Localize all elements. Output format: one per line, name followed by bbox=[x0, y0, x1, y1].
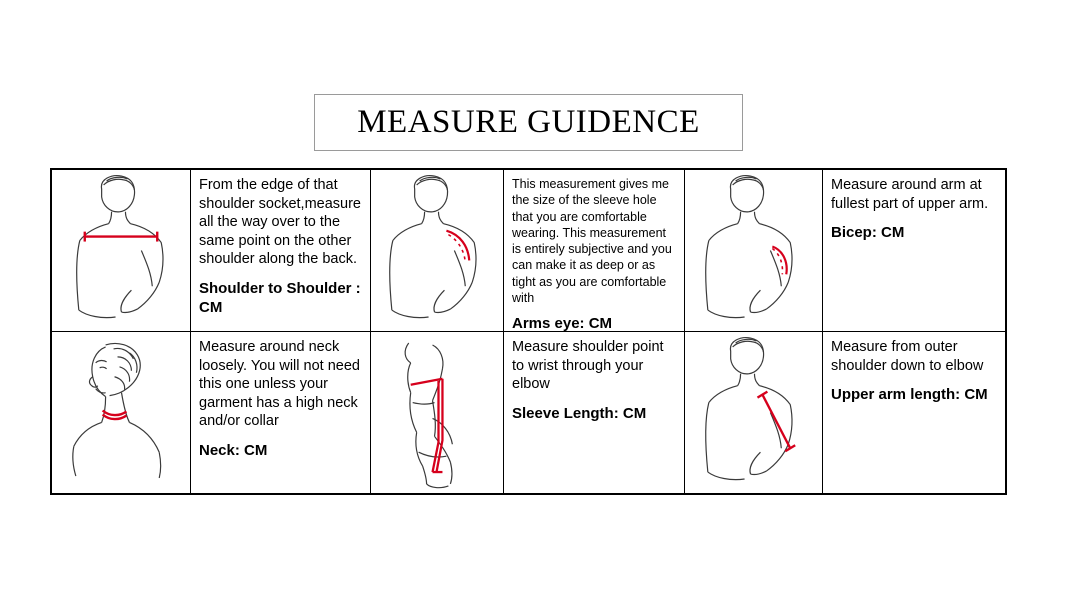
measurement-description: This measurement gives me the size of the sleeve hole that you are comfortable wearing. This measurement is entirely subjective and you can make it as deep or as tight as you are comfortable with bbox=[512, 177, 672, 305]
neck-figure bbox=[52, 332, 191, 493]
measurement-label: Shoulder to Shoulder : CM bbox=[199, 279, 361, 317]
neck-text bbox=[191, 332, 371, 493]
measurement-description: Measure around neck loosely. You will not need this one unless your garment has a high neck and/or collar bbox=[199, 339, 360, 430]
measurement-label: Upper arm length: CM bbox=[831, 386, 988, 404]
measurement-table bbox=[50, 168, 1007, 495]
measurement-description: Measure shoulder point to wrist through your elbow bbox=[512, 339, 664, 393]
upper-arm-length-figure bbox=[685, 332, 823, 493]
measure-guidance-sheet bbox=[46, 72, 1018, 500]
arms-eye-figure bbox=[371, 170, 504, 331]
arms-eye-illustration bbox=[371, 170, 503, 331]
upper-arm-length-illustration bbox=[685, 332, 822, 493]
bicep-text bbox=[823, 170, 1005, 331]
shoulder-to-shoulder-text bbox=[191, 170, 371, 331]
arms-eye-text bbox=[504, 170, 685, 331]
measurement-description: Measure from outer shoulder down to elbow bbox=[831, 339, 984, 374]
page-title: MEASURE GUIDENCE bbox=[357, 104, 700, 140]
bicep-illustration bbox=[685, 170, 822, 331]
measurement-description: Measure around arm at fullest part of upper arm. bbox=[831, 177, 989, 212]
measurement-label: Sleeve Length: CM bbox=[512, 404, 647, 422]
measurement-description: From the edge of that shoulder socket,measure all the way over to the same point on the other shoulder along the back. bbox=[199, 177, 361, 268]
sleeve-length-illustration bbox=[371, 332, 503, 493]
table-row bbox=[52, 170, 1005, 332]
title-box bbox=[314, 94, 743, 151]
upper-arm-length-text bbox=[823, 332, 1005, 493]
measurement-label: Bicep: CM bbox=[831, 224, 905, 242]
bicep-figure bbox=[685, 170, 823, 331]
measurement-label: Neck: CM bbox=[199, 441, 268, 459]
neck-illustration bbox=[52, 332, 190, 493]
shoulder-to-shoulder-figure bbox=[52, 170, 191, 331]
sleeve-length-text bbox=[504, 332, 685, 493]
shoulder-to-shoulder-illustration bbox=[52, 170, 190, 331]
measurement-label: Arms eye: CM bbox=[512, 315, 613, 331]
table-row bbox=[52, 332, 1005, 493]
sleeve-length-figure bbox=[371, 332, 504, 493]
